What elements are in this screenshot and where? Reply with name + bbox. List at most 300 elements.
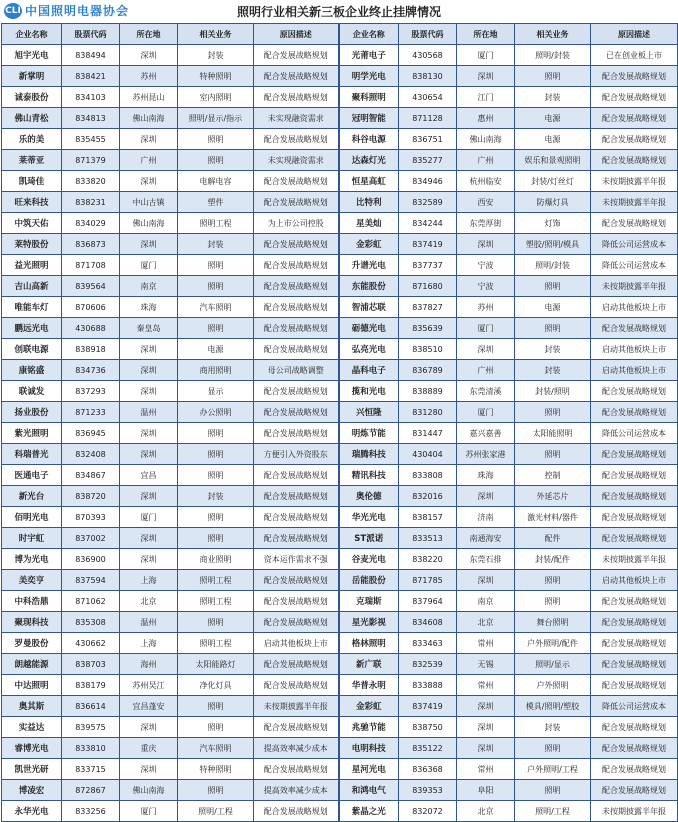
cell-reason: 资本运作需求不强 [254,549,339,570]
cell-stock-code: 838421 [62,66,120,87]
table-row [2,339,678,360]
column-header-location: 所在地 [120,24,178,45]
cell-company-name: 精讯科技 [339,465,399,486]
cell-reason: 配合发展战略规划 [254,66,339,87]
cell-business: 封装 [178,45,254,66]
cell-location: 常州 [457,675,515,696]
cell-business: 照明 [515,276,591,297]
cell-company-name: 星光影视 [339,612,399,633]
cell-business: 配件 [515,528,591,549]
cell-location: 苏州昆山 [120,87,178,108]
cell-business: 特种照明 [178,759,254,780]
cell-location: 深圳 [457,717,515,738]
cell-reason: 启动其他板块上市 [591,360,678,381]
cell-reason: 配合发展战略规划 [254,87,339,108]
cell-company-name: 华光光电 [339,507,399,528]
cell-stock-code: 836789 [399,360,457,381]
cell-company-name: 格林照明 [339,633,399,654]
cell-reason: 方便引入外资股东 [254,444,339,465]
cell-stock-code: 837964 [399,591,457,612]
cell-company-name: 扬业股份 [2,402,62,423]
cell-stock-code: 834946 [399,171,457,192]
cell-location: 深圳 [120,528,178,549]
cell-reason: 配合发展战略规划 [254,801,339,822]
cell-stock-code: 832408 [62,444,120,465]
cell-company-name: 岳能股份 [339,570,399,591]
cell-company-name: 中科浩鼎 [2,591,62,612]
cell-reason: 配合发展战略规划 [254,381,339,402]
table-header-row [2,24,678,45]
cell-location: 深圳 [120,339,178,360]
cell-business: 封装 [515,339,591,360]
cell-business: 户外照明 [515,675,591,696]
cell-business: 汽车照明 [178,297,254,318]
cell-reason: 配合发展战略规划 [254,423,339,444]
table-row [2,66,678,87]
cell-reason: 未按期披露半年报 [591,192,678,213]
cell-reason: 配合发展战略规划 [254,465,339,486]
cell-company-name: 比特利 [339,192,399,213]
cell-stock-code: 838494 [62,45,120,66]
cell-company-name: 中筑天佑 [2,213,62,234]
cell-stock-code: 835308 [62,612,120,633]
cell-location: 厦门 [120,801,178,822]
cell-location: 珠海 [120,297,178,318]
cell-company-name: 砺德光电 [339,318,399,339]
cell-business: 电解电容 [178,171,254,192]
cell-stock-code: 833256 [62,801,120,822]
cell-stock-code: 836368 [399,759,457,780]
logo-text: 中国照明电器协会 [25,4,130,18]
cell-stock-code: 832539 [399,654,457,675]
table-row [2,759,678,780]
cell-business: 照明/显示 [515,654,591,675]
cell-location: 南通海安 [457,528,515,549]
column-header-reason: 原因描述 [254,24,339,45]
cell-location: 宜昌 [120,465,178,486]
cell-stock-code: 430688 [62,318,120,339]
cell-business: 照明工程 [178,633,254,654]
cell-business: 办公照明 [178,402,254,423]
cell-reason: 配合发展战略规划 [591,528,678,549]
cell-stock-code: 834867 [62,465,120,486]
cell-company-name: 吉山高新 [2,276,62,297]
cell-business: 防爆灯具 [515,192,591,213]
cell-reason: 配合发展战略规划 [254,171,339,192]
cell-reason: 配合发展战略规划 [591,759,678,780]
cell-business: 照明 [178,465,254,486]
cell-reason: 配合发展战略规划 [254,654,339,675]
cell-location: 北京 [457,612,515,633]
cell-location: 无锡 [457,654,515,675]
cell-reason: 配合发展战略规划 [591,591,678,612]
table-row [2,87,678,108]
cell-stock-code: 430404 [399,444,457,465]
cell-location: 东莞清溪 [457,381,515,402]
cell-business: 照明 [515,570,591,591]
cell-location: 深圳 [120,129,178,150]
cell-stock-code: 837293 [62,381,120,402]
cell-company-name: 和鸿电气 [339,780,399,801]
cell-stock-code: 835122 [399,738,457,759]
cell-business: 汽车照明 [178,738,254,759]
cell-company-name: 康铭盛 [2,360,62,381]
cell-business: 控制 [515,465,591,486]
table-row [2,129,678,150]
cell-location: 深圳 [120,444,178,465]
cell-reason: 母公司战略调整 [254,360,339,381]
cell-stock-code: 839564 [62,276,120,297]
cell-company-name: 紫光照明 [2,423,62,444]
cell-location: 济南 [457,507,515,528]
cell-company-name: 科瑞普光 [2,444,62,465]
cell-business: 照明 [178,507,254,528]
cell-location: 苏州 [457,297,515,318]
cell-location: 佛山南海 [120,780,178,801]
cell-stock-code: 871128 [399,108,457,129]
cell-location: 深圳 [120,360,178,381]
cell-company-name: 朗越能源 [2,654,62,675]
cell-business: 照明/工程 [178,801,254,822]
cell-company-name: 金彩虹 [339,234,399,255]
cell-location: 南京 [120,276,178,297]
cell-stock-code: 837827 [399,297,457,318]
cell-business: 电源 [178,339,254,360]
cell-reason: 配合发展战略规划 [254,402,339,423]
cell-location: 苏州张家港 [457,444,515,465]
cell-company-name: 达森灯光 [339,150,399,171]
cell-company-name: 弘亮光电 [339,339,399,360]
cell-company-name: 凯世光研 [2,759,62,780]
cell-location: 佛山南海 [120,213,178,234]
cell-location: 厦门 [120,507,178,528]
cell-stock-code: 836751 [399,129,457,150]
cell-business: 灯饰 [515,213,591,234]
cell-company-name: 莱特股份 [2,234,62,255]
cell-business: 照明工程 [178,213,254,234]
cell-stock-code: 836873 [62,234,120,255]
cell-business: 商用照明 [178,360,254,381]
cell-company-name: 美奕亨 [2,570,62,591]
cell-business: 塑胶/照明/模具 [515,234,591,255]
cell-location: 珠海 [457,465,515,486]
cell-reason: 未按期披露半年报 [591,276,678,297]
cell-reason: 配合发展战略规划 [254,255,339,276]
cell-stock-code: 430654 [399,87,457,108]
cell-reason: 降低公司运营成本 [591,255,678,276]
cell-location: 深圳 [120,549,178,570]
cell-stock-code: 834029 [62,213,120,234]
cell-business: 照明 [178,528,254,549]
cell-company-name: 睿博光电 [2,738,62,759]
table-row [2,507,678,528]
cell-company-name: 东能股份 [339,276,399,297]
table-row [2,528,678,549]
table-row [2,276,678,297]
cell-business: 封装/配件 [515,549,591,570]
cell-reason: 配合发展战略规划 [254,276,339,297]
cell-business: 封装/照明 [515,381,591,402]
cell-business: 舞台照明 [515,612,591,633]
cell-reason: 未按期披露半年报 [591,549,678,570]
logo-mark: CLI [4,3,22,19]
cell-location: 深圳 [457,66,515,87]
cell-reason: 配合发展战略规划 [591,402,678,423]
cell-reason: 配合发展战略规划 [254,192,339,213]
cell-location: 海州 [120,654,178,675]
cell-reason: 配合发展战略规划 [254,486,339,507]
cell-reason: 配合发展战略规划 [591,108,678,129]
cell-business: 照明 [178,255,254,276]
cell-reason: 配合发展战略规划 [254,570,339,591]
cell-company-name: 创联电源 [2,339,62,360]
cell-company-name: 时宇虹 [2,528,62,549]
cell-company-name: 新光台 [2,486,62,507]
cell-company-name: 星河光电 [339,759,399,780]
cell-stock-code: 833888 [399,675,457,696]
cell-location: 温州 [120,402,178,423]
cell-location: 佛山南海 [120,108,178,129]
table-body [2,45,678,822]
cell-location: 宁波 [457,255,515,276]
cell-company-name: 揽和光电 [339,381,399,402]
cell-location: 宁波 [457,276,515,297]
cell-location: 厦门 [457,45,515,66]
cell-location: 深圳 [457,738,515,759]
cell-company-name: 聚现科技 [2,612,62,633]
table-row [2,360,678,381]
cell-location: 中山古镇 [120,192,178,213]
cell-reason: 配合发展战略规划 [254,717,339,738]
cell-location: 深圳 [120,381,178,402]
cell-business: 照明 [515,318,591,339]
cell-company-name: 诚泰股份 [2,87,62,108]
cell-company-name: 星美灿 [339,213,399,234]
table-row [2,654,678,675]
cell-location: 重庆 [120,738,178,759]
cell-stock-code: 839353 [399,780,457,801]
cell-company-name: 聚科照明 [339,87,399,108]
cell-business: 电源 [515,297,591,318]
cell-location: 北京 [120,591,178,612]
cell-company-name: 奥伦德 [339,486,399,507]
cell-business: 户外照明/工程 [515,759,591,780]
cell-business: 照明 [178,717,254,738]
table-row [2,318,678,339]
cell-business: 净化灯具 [178,675,254,696]
cell-stock-code: 833715 [62,759,120,780]
cell-reason: 未按期披露半年报 [254,696,339,717]
cell-business: 照明 [178,423,254,444]
cell-location: 惠州 [457,108,515,129]
cell-company-name: 晶科电子 [339,360,399,381]
cell-business: 照明 [178,318,254,339]
cell-stock-code: 832589 [399,192,457,213]
cell-stock-code: 831447 [399,423,457,444]
cell-stock-code: 835639 [399,318,457,339]
cell-business: 照明工程 [178,570,254,591]
cell-stock-code: 834103 [62,87,120,108]
cell-business: 室内照明 [178,87,254,108]
table-row [2,591,678,612]
table-row [2,171,678,192]
cell-location: 广州 [457,150,515,171]
cell-reason: 配合发展战略规划 [591,444,678,465]
cell-stock-code: 834608 [399,612,457,633]
cell-reason: 未实现融资需求 [254,108,339,129]
cell-location: 佛山南海 [457,129,515,150]
cell-stock-code: 832072 [399,801,457,822]
cell-business: 太阳能路灯 [178,654,254,675]
cell-company-name: 兴恒隆 [339,402,399,423]
cell-reason: 配合发展战略规划 [591,213,678,234]
cell-business: 照明 [515,738,591,759]
cell-business: 照明 [178,150,254,171]
cell-business: 照明 [515,591,591,612]
cell-location: 南京 [457,591,515,612]
cell-company-name: 凯琦佳 [2,171,62,192]
cell-company-name: 克瑞斯 [339,591,399,612]
cell-stock-code: 839575 [62,717,120,738]
column-header-reason: 原因描述 [591,24,678,45]
cell-stock-code: 870393 [62,507,120,528]
cell-company-name: 冠明智能 [339,108,399,129]
cell-location: 深圳 [120,423,178,444]
cell-location: 嘉兴嘉善 [457,423,515,444]
cell-stock-code: 838510 [399,339,457,360]
cell-reason: 启动其他板块上市 [254,633,339,654]
cell-reason: 配合发展战略规划 [591,381,678,402]
cell-business: 照明 [178,129,254,150]
cell-location: 广州 [120,150,178,171]
cell-reason: 配合发展战略规划 [591,465,678,486]
cell-business: 户外照明/配件 [515,633,591,654]
cell-stock-code: 837002 [62,528,120,549]
cell-business: 照明 [178,780,254,801]
cell-stock-code: 838889 [399,381,457,402]
cell-business: 外延芯片 [515,486,591,507]
cell-business: 照明 [178,612,254,633]
cell-location: 常州 [457,633,515,654]
cell-business: 封装/灯丝灯 [515,171,591,192]
cell-stock-code: 838231 [62,192,120,213]
column-header-location: 所在地 [457,24,515,45]
cell-location: 苏州 [120,66,178,87]
table-row [2,549,678,570]
table-row [2,465,678,486]
cell-reason: 配合发展战略规划 [591,129,678,150]
cell-business: 封装 [178,486,254,507]
cell-location: 东莞石排 [457,549,515,570]
cell-location: 常州 [457,759,515,780]
cell-business: 塑件 [178,192,254,213]
table-row [2,108,678,129]
cell-company-name: 莱蒂亚 [2,150,62,171]
cell-reason: 配合发展战略规划 [591,675,678,696]
cell-reason: 配合发展战略规划 [591,780,678,801]
cell-stock-code: 837594 [62,570,120,591]
cell-stock-code: 838720 [62,486,120,507]
table-row [2,612,678,633]
cell-location: 深圳 [457,486,515,507]
cell-reason: 启动其他板块上市 [591,339,678,360]
cell-stock-code: 833820 [62,171,120,192]
cell-reason: 配合发展战略规划 [591,66,678,87]
cell-reason: 配合发展战略规划 [254,528,339,549]
cell-location: 深圳 [120,234,178,255]
cell-company-name: 智浦芯联 [339,297,399,318]
cell-location: 厦门 [120,255,178,276]
cell-stock-code: 838179 [62,675,120,696]
cell-company-name: 谷麦光电 [339,549,399,570]
cell-company-name: 实益达 [2,717,62,738]
cell-business: 照明/封装 [515,255,591,276]
cell-location: 深圳 [120,486,178,507]
cell-reason: 配合发展战略规划 [254,45,339,66]
table-row [2,570,678,591]
cell-stock-code: 837419 [399,696,457,717]
cell-business: 模具/照明/塑胶 [515,696,591,717]
cell-stock-code: 832016 [399,486,457,507]
table-row [2,402,678,423]
cell-reason: 配合发展战略规划 [254,129,339,150]
cell-company-name: 旺来科技 [2,192,62,213]
cell-reason: 提高效率减少成本 [254,738,339,759]
cell-stock-code: 838750 [399,717,457,738]
cell-company-name: 佰明光电 [2,507,62,528]
cell-company-name: 旭宇光电 [2,45,62,66]
table-row [2,717,678,738]
cell-location: 宜昌蓬安 [120,696,178,717]
cell-stock-code: 871680 [399,276,457,297]
cell-location: 阜阳 [457,780,515,801]
header [0,0,678,22]
cell-reason: 降低公司运营成本 [591,234,678,255]
cell-company-name: 益光照明 [2,255,62,276]
cell-reason: 配合发展战略规划 [591,486,678,507]
table-row [2,675,678,696]
cell-location: 上海 [120,570,178,591]
cell-stock-code: 838703 [62,654,120,675]
cell-stock-code: 430662 [62,633,120,654]
cell-business: 照明 [178,276,254,297]
cell-reason: 配合发展战略规划 [591,717,678,738]
cell-location: 苏州吴江 [120,675,178,696]
cell-stock-code: 834736 [62,360,120,381]
cell-location: 深圳 [457,234,515,255]
cell-company-name: 金彩虹 [339,696,399,717]
table-row [2,234,678,255]
cell-stock-code: 838220 [399,549,457,570]
cell-company-name: 联诚发 [2,381,62,402]
cell-location: 深圳 [457,570,515,591]
cell-stock-code: 837737 [399,255,457,276]
cell-business: 照明 [515,780,591,801]
cell-stock-code: 838130 [399,66,457,87]
cell-stock-code: 838918 [62,339,120,360]
cell-company-name: 中达照明 [2,675,62,696]
cell-reason: 已在创业板上市 [591,45,678,66]
column-header-company-name: 企业名称 [2,24,62,45]
cell-reason: 配合发展战略规划 [591,150,678,171]
cell-company-name: 光莆电子 [339,45,399,66]
table-row [2,45,678,66]
cell-stock-code: 836614 [62,696,120,717]
table-row [2,738,678,759]
cell-business: 娱乐和景观照明 [515,150,591,171]
cell-company-name: 新广联 [339,654,399,675]
cell-stock-code: 834813 [62,108,120,129]
